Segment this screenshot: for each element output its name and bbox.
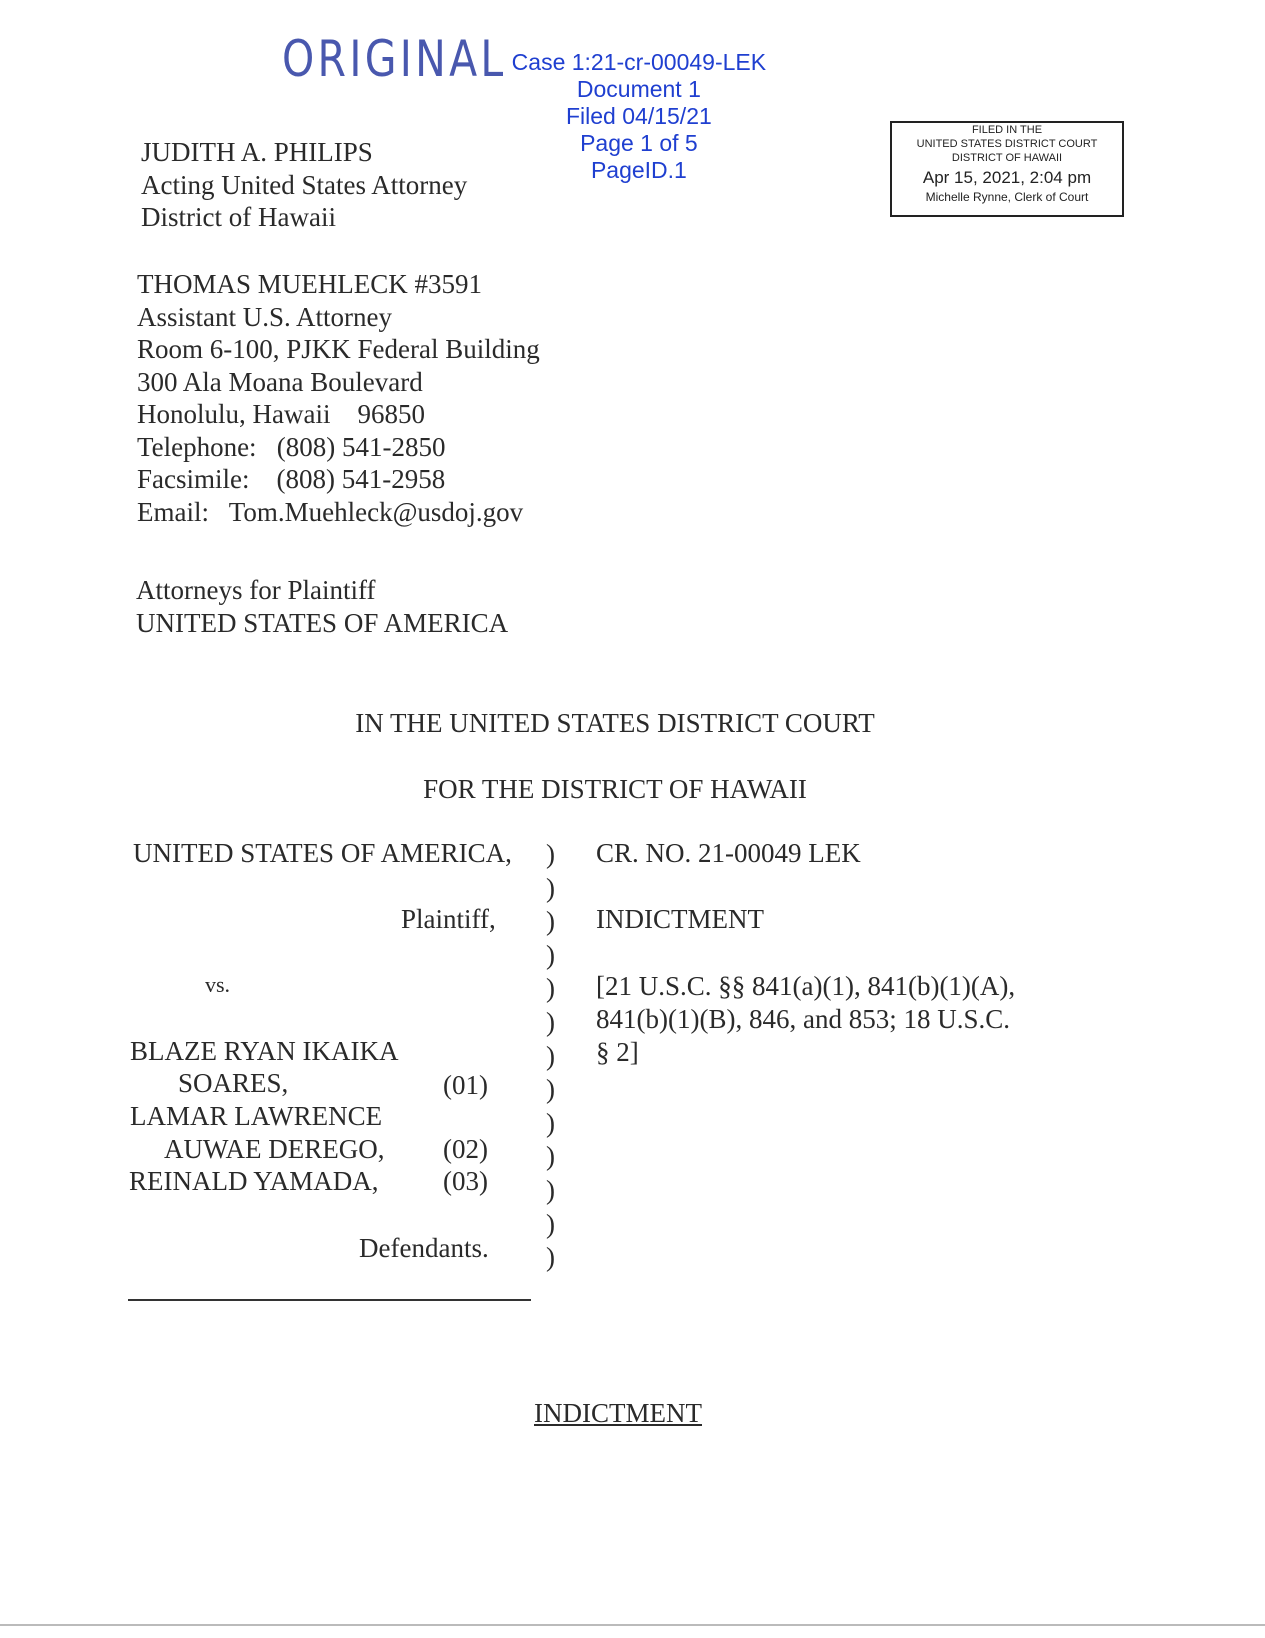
caption-plaintiff-label: Plaintiff, [401, 904, 496, 934]
filed-stamp-clerk: Michelle Rynne, Clerk of Court [925, 190, 1089, 204]
attorneys-for-line1: Attorneys for Plaintiff [136, 575, 376, 605]
caption-defendant2-line2: AUWAE DEREGO, [164, 1134, 385, 1164]
us-attorney-block [141, 136, 467, 234]
paren: ) [546, 1174, 555, 1205]
assistant-attorney-block [137, 268, 540, 528]
paren: ) [546, 906, 555, 937]
assistant-title: Assistant U.S. Attorney [137, 301, 393, 332]
paren: ) [546, 1141, 555, 1172]
us-attorney-title: Acting United States Attorney [141, 169, 468, 200]
header-page-id: PageID.1 [590, 157, 687, 183]
caption-defendants-label: Defendants. [359, 1233, 489, 1263]
filed-stamp-box [890, 121, 1124, 217]
case-number-label: CR. NO. [596, 838, 692, 868]
paren: ) [546, 1074, 555, 1105]
paren: ) [546, 1006, 555, 1037]
court-heading-line1: IN THE UNITED STATES DISTRICT COURT [355, 708, 875, 738]
paren: ) [546, 939, 555, 970]
filed-stamp-line3: DISTRICT OF HAWAII [951, 152, 1063, 164]
caption-vs: vs. [205, 972, 231, 997]
case-number-line [596, 838, 861, 869]
page-bottom-rule [0, 1624, 1265, 1626]
caption-defendant1-line2: SOARES, [178, 1068, 289, 1098]
paren: ) [546, 1242, 555, 1273]
assistant-room: Room 6-100, PJKK Federal Building [137, 334, 540, 364]
court-heading-line2: FOR THE DISTRICT OF HAWAII [423, 774, 807, 804]
us-attorney-name: JUDITH A. PHILIPS [141, 137, 373, 167]
assistant-facsimile: Facsimile: (808) 541-2958 [137, 464, 446, 494]
caption-defendant1-number: (01) [443, 1070, 488, 1100]
filed-stamp-line2: UNITED STATES DISTRICT COURT [916, 138, 1098, 150]
header-case-number: Case 1:21-cr-00049-LEK [511, 49, 767, 75]
caption-defendant3-number: (03) [443, 1166, 488, 1196]
header-page: Page 1 of 5 [580, 130, 698, 156]
statutes-line2: 841(b)(1)(B), 846, and 853; 18 U.S.C. [596, 1004, 1010, 1034]
statutes-line3: § 2] [596, 1037, 639, 1067]
caption-defendant2-line1: LAMAR LAWRENCE [130, 1101, 383, 1131]
filed-stamp-date: Apr 15, 2021, 2:04 pm [922, 168, 1092, 187]
original-stamp: ORIGINAL [282, 30, 507, 88]
paren: ) [546, 872, 555, 903]
caption-statutes [596, 970, 1015, 1069]
caption-defendant1-line1: BLAZE RYAN IKAIKA [130, 1036, 399, 1066]
paren: ) [546, 839, 555, 869]
case-number-value: 21-00049 LEK [698, 838, 861, 868]
paren: ) [546, 973, 555, 1004]
statutes-line1: [21 U.S.C. §§ 841(a)(1), 841(b)(1)(A), [596, 971, 1016, 1001]
assistant-street: 300 Ala Moana Boulevard [137, 366, 423, 397]
header-filed-date: Filed 04/15/21 [566, 103, 712, 129]
caption-signature-line [128, 1299, 531, 1301]
attorneys-for-block [136, 574, 508, 639]
assistant-name: THOMAS MUEHLECK #3591 [137, 269, 483, 299]
caption-defendant2-number: (02) [443, 1134, 488, 1164]
paren: ) [546, 1208, 555, 1239]
paren: ) [546, 1107, 555, 1138]
attorneys-for-line2: UNITED STATES OF AMERICA [136, 607, 509, 638]
caption-document-type: INDICTMENT [596, 904, 764, 934]
assistant-email: Email: Tom.Muehleck@usdoj.gov [137, 496, 524, 527]
caption-paren-column [546, 838, 555, 1275]
caption-defendant3: REINALD YAMADA, [129, 1166, 379, 1196]
assistant-telephone: Telephone: (808) 541-2850 [137, 431, 446, 462]
filed-stamp-line1: FILED IN THE [971, 124, 1043, 136]
assistant-city: Honolulu, Hawaii 96850 [137, 399, 425, 429]
header-document: Document 1 [576, 76, 701, 102]
paren: ) [546, 1040, 555, 1071]
document-title: INDICTMENT [534, 1398, 702, 1428]
us-attorney-district: District of Hawaii [141, 202, 336, 232]
caption-plaintiff-party: UNITED STATES OF AMERICA, [133, 838, 512, 868]
